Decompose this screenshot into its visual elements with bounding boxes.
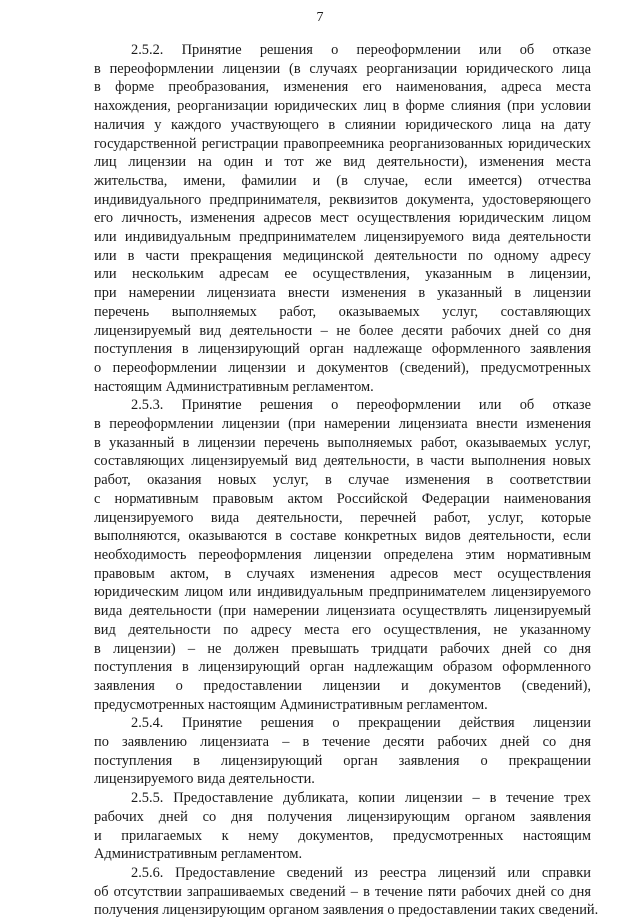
paragraph-line: лицензируемого вида деятельности, перечней работ, услуг, которые <box>94 509 591 526</box>
paragraph-line: индивидуального предпринимателя, реквизитов документа, удостоверяющего <box>94 191 591 208</box>
paragraph-line: нахождения, реорганизации юридических лиц в форме слияния (при условии <box>94 98 591 115</box>
paragraph-line: заявления о предоставлении лицензии и документов (сведений), <box>94 677 591 694</box>
paragraph-line: лицензируемый вид деятельности – не более десяти рабочих дней со дня <box>94 322 591 339</box>
paragraph-line: или в части прекращения медицинской деятельности по одному адресу <box>94 247 591 264</box>
paragraph-line: поступления в лицензирующий орган заявления о прекращении <box>94 752 591 769</box>
paragraph-line: вида деятельности (при намерении лицензиата осуществлять лицензируемый <box>94 603 591 620</box>
paragraph <box>94 396 591 714</box>
paragraph-line: получения лицензирующим органом заявления о предоставлении таких сведений. <box>94 902 599 919</box>
paragraph-line: перечень выполняемых работ, оказываемых услуг, составляющих <box>94 303 591 320</box>
paragraph-line: с нормативным правовым актом Российской Федерации наименования <box>94 490 591 507</box>
paragraph-heading-line: 2.5.3. Принятие решения о переоформлении или об отказе <box>131 397 591 414</box>
paragraph-line: жительства, имени, фамилии и (в случае, если имеется) отчества <box>94 172 591 189</box>
paragraph-line: работ, оказания новых услуг, в случае изменения в соответствии <box>94 472 591 489</box>
paragraph-heading-line: 2.5.5. Предоставление дубликата, копии лицензии – в течение трех <box>131 790 591 807</box>
paragraph-line: наличия у каждого участвующего в слиянии юридического лица на дату <box>94 116 591 133</box>
paragraph-line: необходимость переоформления лицензии определена этим нормативным <box>94 546 591 563</box>
paragraph-line: его личность, изменения адресов мест осуществления юридическим лицом <box>94 210 591 227</box>
paragraph-line: в указанный в лицензии перечень выполняемых работ, оказываемых услуг, <box>94 434 591 451</box>
paragraph <box>94 789 591 864</box>
paragraph <box>94 864 599 920</box>
paragraph-line: настоящим Административным регламентом. <box>94 378 374 395</box>
paragraph-line: об отсутствии запрашиваемых сведений – в течение пяти рабочих дней со дня <box>94 883 591 900</box>
paragraph-line: предусмотренных настоящим Административным регламентом. <box>94 696 488 713</box>
paragraph-line: лицензируемого вида деятельности. <box>94 771 315 788</box>
paragraph-heading-line: 2.5.2. Принятие решения о переоформлении или об отказе <box>131 42 591 58</box>
paragraph-line: в переоформлении лицензии (при намерении лицензиата внести изменения <box>94 416 591 433</box>
paragraph-line: в лицензии) – не должен превышать тридцати рабочих дней со дня <box>94 640 591 657</box>
paragraph-line: о переоформлении лицензии и документов (сведений), предусмотренных <box>94 359 591 376</box>
paragraph-line: государственной регистрации правопреемника реорганизованных юридических <box>94 135 591 152</box>
paragraph-heading-line: 2.5.6. Предоставление сведений из реестра лицензий или справки <box>131 864 591 881</box>
paragraph-line: выполняются, оказываются в составе конкретных видов деятельности, если <box>94 528 591 545</box>
paragraph-line: поступления в лицензирующий орган надлежаще оформленного заявления <box>94 341 591 358</box>
paragraph-line: при намерении лицензиата внести изменения в указанный в лицензии <box>94 285 591 302</box>
paragraph-line: в переоформлении лицензии (в случаях реорганизации юридического лица <box>94 60 591 77</box>
paragraph <box>94 714 591 789</box>
paragraph-line: или индивидуальным предпринимателем лицензируемого вида деятельности <box>94 229 591 246</box>
paragraph-line: юридическим лицом или индивидуальным предпринимателем лицензируемого <box>94 584 591 601</box>
page-number: 7 <box>316 10 324 25</box>
paragraph-line: составляющих лицензируемый вид деятельности, в части выполнения новых <box>94 453 591 470</box>
paragraph <box>94 41 591 396</box>
paragraph-line: вид деятельности по адресу места его осуществления, не указанному <box>94 621 591 638</box>
paragraph-line: правовым актом, в случаях изменения адресов мест осуществления <box>94 565 591 582</box>
paragraph-line: в форме преобразования, изменения его наименования, адреса места <box>94 79 591 96</box>
paragraph-line: Административным регламентом. <box>94 846 303 863</box>
paragraph-line: рабочих дней со дня получения лицензирующим органом заявления <box>94 808 591 825</box>
paragraph-line: по заявлению лицензиата – в течение десяти рабочих дней со дня <box>94 734 591 751</box>
paragraph-line: и прилагаемых к нему документов, предусмотренных настоящим <box>94 827 591 844</box>
document-body <box>94 41 599 920</box>
paragraph-line: поступления в лицензирующий орган надлежащим образом оформленного <box>94 659 591 676</box>
paragraph-line: лиц лицензии на один и тот же вид деятельности), изменения места <box>94 154 591 171</box>
paragraph-heading-line: 2.5.4. Принятие решения о прекращении действия лицензии <box>131 715 591 732</box>
paragraph-line: или нескольким адресам ее осуществления, указанным в лицензии, <box>94 266 591 283</box>
